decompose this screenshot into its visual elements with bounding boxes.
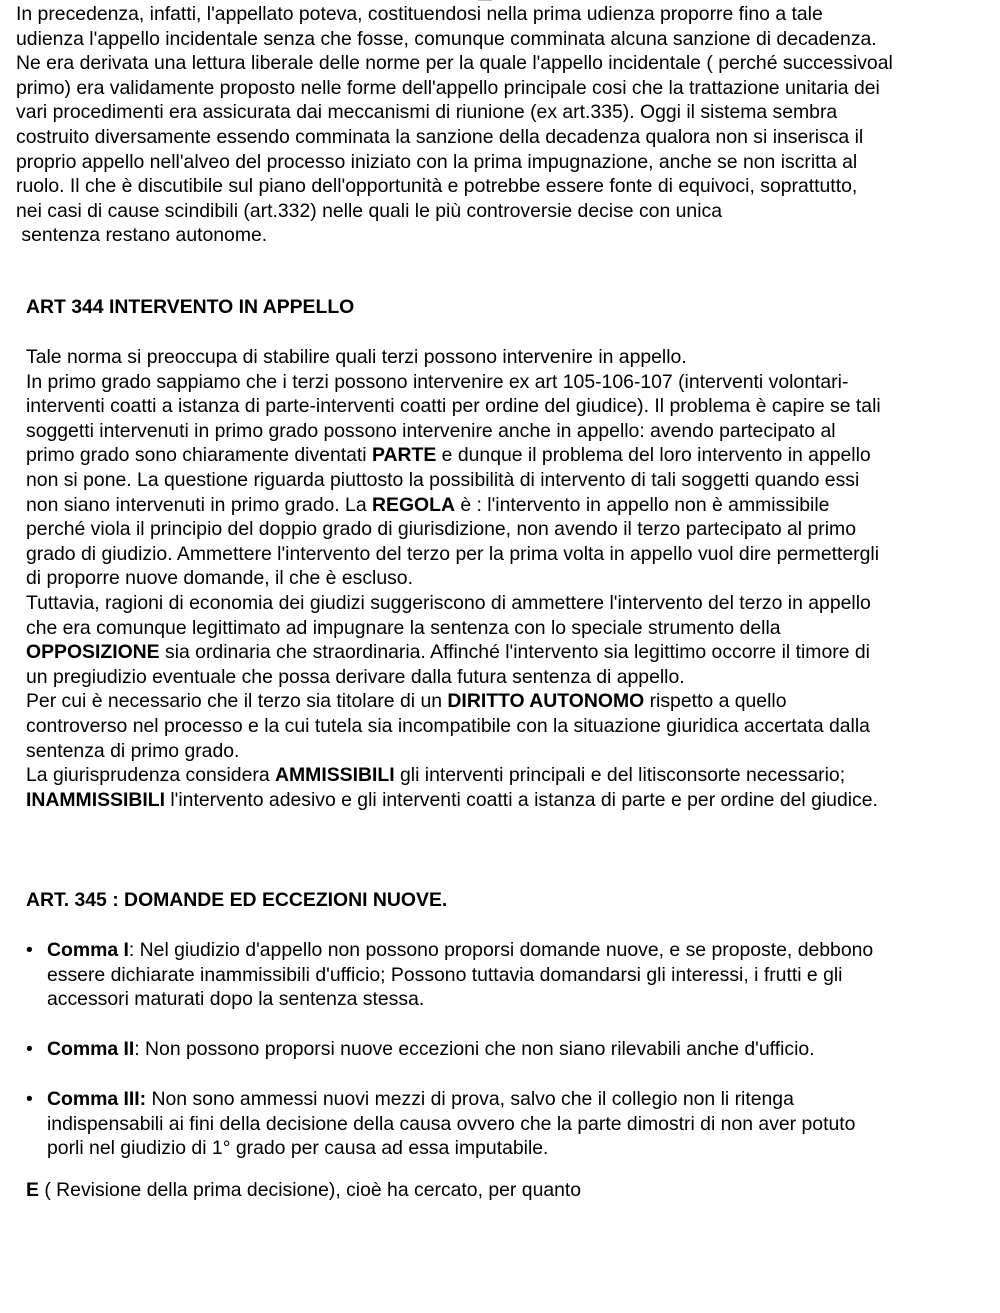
intro-line: ruolo. Il che è discutibile sul piano dell'opportunità e potrebbe essere fonte di equivoci, soprattutto,	[16, 175, 858, 198]
comma-label: Comma II	[47, 1038, 135, 1060]
bullet-icon: •	[26, 939, 33, 961]
comma-label: Comma III:	[47, 1088, 147, 1110]
art344-text: non siano intervenuti in primo grado. La	[26, 493, 373, 516]
intro-line: costruito diversamente essendo comminata la sanzione della decadenza qualora non si inserisca il	[16, 125, 864, 148]
art344-text: e dunque il problema del loro intervento in appello	[436, 444, 871, 467]
comma-text: Non sono ammessi nuovi mezzi di prova, salvo che il collegio non li ritenga	[146, 1088, 794, 1110]
art344-line	[26, 443, 881, 468]
comma-3	[47, 1087, 855, 1161]
art344-text: gli interventi principali e del litisconsorte necessario;	[394, 764, 846, 787]
comma-1	[47, 938, 873, 1012]
art344-text: l'intervento adesivo e gli interventi coatti a istanza di parte e per ordine del giudice.	[164, 788, 878, 811]
comma-text: : Nel giudizio d'appello non possono proporsi domande nuove, e se proposte, debbono	[128, 939, 874, 961]
intro-line: udienza l'appello incidentale senza che fosse, comunque comminata alcuna sanzione di decadenza.	[16, 27, 877, 50]
art344-line: che era comunque legittimato ad impugnare la sentenza con lo speciale strumento della	[26, 616, 781, 639]
comma-line	[47, 938, 873, 963]
art344-line: Tuttavia, ragioni di economia dei giudizi suggeriscono di ammettere l'intervento del terzo in appello	[26, 591, 871, 614]
term-opposizione: OPPOSIZIONE	[26, 641, 160, 664]
art344-line: grado di giudizio. Ammettere l'intervento del terzo per la prima volta in appello vuol dire permettergli	[26, 542, 880, 565]
art344-heading: ART 344 INTERVENTO IN APPELLO	[26, 296, 355, 318]
art344-text: rispetto a quello	[644, 690, 787, 713]
art344-line: un pregiudizio eventuale che possa derivare dalla futura sentenza di appello.	[26, 665, 685, 688]
art344-line	[26, 640, 881, 665]
art344-line: sentenza di primo grado.	[26, 739, 240, 762]
bullet-icon: •	[26, 1038, 33, 1060]
final-letter: E	[26, 1179, 39, 1201]
art344-line: perché viola il principio del doppio grado di giurisdizione, non avendo il terzo partecipato al primo	[26, 518, 856, 541]
intro-line: proprio appello nell'alveo del processo iniziato con la prima impugnazione, anche se non iscritta al	[16, 150, 858, 173]
art344-line: di proporre nuove domande, il che è escluso.	[26, 567, 413, 590]
art344-text: primo grado sono chiaramente diventati	[26, 444, 372, 467]
comma-line: essere dichiarate inammissibili d'ufficio; Possono tuttavia domandarsi gli interessi, i frutti e gli	[47, 963, 843, 986]
comma-text: : Non possono proporsi nuove eccezioni che non siano rilevabili anche d'ufficio.	[134, 1038, 815, 1060]
art344-line	[26, 689, 881, 714]
intro-line: Ne era derivata una lettura liberale delle norme per la quale l'appello incidentale ( perché successivoal	[16, 52, 893, 75]
comma-line: porli nel giudizio di 1° grado per causa ad essa imputabile.	[47, 1137, 549, 1160]
intro-paragraph	[16, 2, 893, 248]
intro-line: In precedenza, infatti, l'appellato poteva, costituendosi nella prima udienza proporre fino a tale	[16, 3, 823, 25]
art344-line	[26, 788, 881, 813]
art344-text: Per cui è necessario che il terzo sia titolare di un	[26, 690, 448, 713]
term-regola: REGOLA	[372, 493, 455, 516]
intro-line: vari procedimenti era assicurata dai meccanismi di riunione (ex art.335). Oggi il sistema sembra	[16, 101, 838, 124]
comma-label: Comma I	[47, 939, 129, 961]
intro-line: nei casi di cause scindibili (art.332) nelle quali le più controversie decise con unica	[16, 199, 722, 222]
term-ammissibili: AMMISSIBILI	[275, 764, 395, 787]
final-text: ( Revisione della prima decisione), cioè ha cercato, per quanto	[38, 1179, 582, 1201]
comma-line	[47, 1037, 815, 1062]
art344-line: soggetti intervenuti in primo grado possono intervenire anche in appello: avendo partecipato al	[26, 419, 836, 442]
final-line	[26, 1178, 581, 1203]
term-parte: PARTE	[372, 444, 437, 467]
term-diritto-autonomo: DIRITTO AUTONOMO	[447, 690, 645, 713]
art344-line: In primo grado sappiamo che i terzi possono intervenire ex art 105-106-107 (interventi volontari-	[26, 370, 849, 393]
comma-line: accessori maturati dopo la sentenza stessa.	[47, 988, 425, 1011]
comma-2	[47, 1037, 815, 1062]
art344-line: non si pone. La questione riguarda piuttosto la possibilità di intervento di tali soggetti quando essi	[26, 468, 860, 491]
intro-line: primo) era validamente proposto nelle forme dell'appello principale cosi che la trattazione unitaria dei	[16, 76, 880, 99]
comma-line: indispensabili ai fini della decisione della causa ovvero che la parte dimostri di non aver potuto	[47, 1112, 856, 1135]
bullet-icon: •	[26, 1088, 33, 1110]
comma-line	[47, 1087, 855, 1112]
art344-line: interventi coatti a istanza di parte-interventi coatti per ordine del giudice). Il problema è capire se tali	[26, 395, 881, 418]
art344-line: Tale norma si preoccupa di stabilire quali terzi possono intervenire in appello.	[26, 346, 687, 368]
art344-line: controverso nel processo e la cui tutela sia incompatibile con la situazione giuridica accertata dalla	[26, 714, 870, 737]
art344-line	[26, 493, 881, 518]
term-inammissibili: INAMMISSIBILI	[26, 788, 165, 811]
intro-line: sentenza restano autonome.	[16, 224, 268, 247]
art344-body	[26, 345, 881, 812]
art345-heading: ART. 345 : DOMANDE ED ECCEZIONI NUOVE.	[26, 889, 448, 911]
art344-text: sia ordinaria che straordinaria. Affinché l'intervento sia legittimo occorre il timore di	[159, 641, 870, 664]
art344-line	[26, 763, 881, 788]
art344-text: è : l'intervento in appello non è ammissibile	[454, 493, 830, 516]
art344-text: La giurisprudenza considera	[26, 764, 276, 787]
